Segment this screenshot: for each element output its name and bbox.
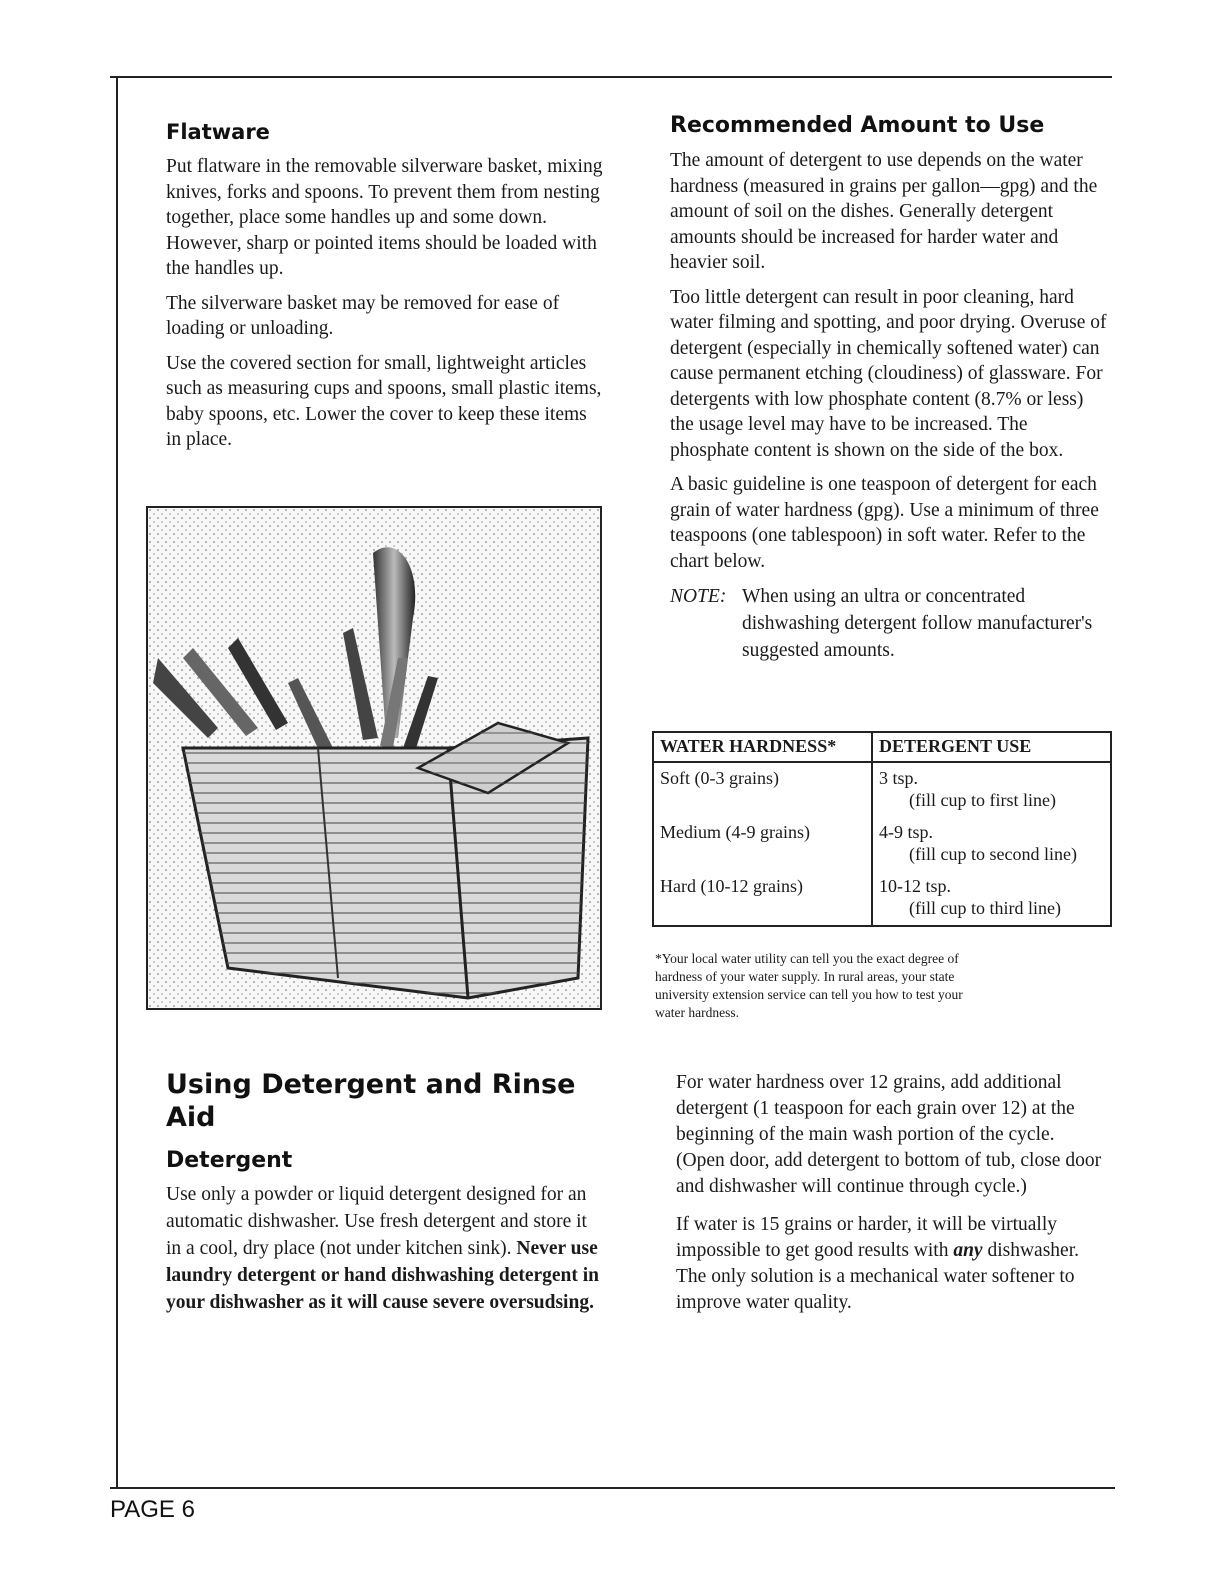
- flatware-heading: Flatware: [166, 120, 270, 144]
- recommended-paragraph-2: Too little detergent can result in poor cleaning, hard water filming and spotting, and poor drying. Overuse of detergent (especially in chemically softened water) can cause permanent etching (cloudiness) of glassware. For detergents with low phosphate content (8.7% or less) the usage level may have to be increased. The phosphate content is shown on the side of the box.: [670, 286, 1107, 461]
- flatware-paragraph-3: Use the covered section for small, lightweight articles such as measuring cups and spoons, small plastic items, baby spoons, etc. Lower the cover to keep these items in place.: [166, 352, 602, 450]
- fill-instruction: (fill cup to third line): [909, 898, 1061, 918]
- silverware-basket-photo: [146, 506, 602, 1010]
- note: [670, 583, 1110, 664]
- footnote-line-3: university extension service can tell you how to test your: [655, 987, 963, 1002]
- detergent-amount: 10-12 tsp.: [879, 876, 951, 896]
- flatware-paragraph-1: Put flatware in the removable silverware basket, mixing knives, forks and spoons. To prevent them from nesting together, place some handles up and some down. However, sharp or pointed items should be loaded with the handles up.: [166, 156, 603, 279]
- table-row: [653, 871, 1111, 926]
- table-header-row: [653, 732, 1111, 762]
- emphasis-any: any: [953, 1240, 983, 1261]
- using-detergent-heading: Using Detergent and Rinse Aid: [166, 1069, 576, 1133]
- note-label: NOTE:: [670, 586, 727, 607]
- hardness-cell: Hard (10-12 grains): [653, 871, 872, 926]
- over-12-section: [676, 1070, 1106, 1325]
- recommended-heading: Recommended Amount to Use: [670, 113, 1045, 138]
- water-hardness-table: [652, 731, 1112, 927]
- hardness-15-text-end: dishwasher. The only solution is a mechanical water softener to improve water quality.: [676, 1240, 1079, 1313]
- header-water-hardness: WATER HARDNESS*: [653, 732, 872, 762]
- hardness-cell: Medium (4-9 grains): [653, 817, 872, 871]
- left-rule: [116, 76, 118, 1488]
- detergent-cell: [872, 817, 1111, 871]
- flatware-section: [166, 120, 606, 462]
- detergent-amount: 3 tsp.: [879, 768, 919, 788]
- over-12-paragraph: For water hardness over 12 grains, add additional detergent (1 teaspoon for each grain over 12) at the beginning of the main wash portion of the cycle. (Open door, add detergent to bottom of tub, close door and dishwasher will continue through cycle.): [676, 1072, 1102, 1197]
- footnote-line-1: *Your local water utility can tell you the exact degree of: [655, 951, 959, 966]
- footnote-line-2: hardness of your water supply. In rural areas, your state: [655, 969, 955, 984]
- using-detergent-section: [166, 1068, 606, 1325]
- detergent-amount: 4-9 tsp.: [879, 822, 933, 842]
- detergent-paragraph: [166, 1181, 606, 1316]
- bottom-rule: [110, 1487, 1115, 1489]
- detergent-cell: [872, 871, 1111, 926]
- hardness-15-text-start: If water is 15 grains or harder, it will be virtually impossible to get good results with: [676, 1214, 1057, 1261]
- detergent-subheading: Detergent: [166, 1148, 293, 1173]
- note-text: When using an ultra or concentrated dishwashing detergent follow manufacturer's suggested amounts.: [742, 586, 1093, 661]
- top-rule: [110, 76, 1112, 78]
- flatware-paragraph-2: The silverware basket may be removed for ease of loading or unloading.: [166, 292, 560, 339]
- recommended-paragraph-1: The amount of detergent to use depends on the water hardness (measured in grains per gallon—gpg) and the amount of soil on the dishes. Generally detergent amounts should be increased for harder water and heavier soil.: [670, 150, 1098, 273]
- table-row: [653, 817, 1111, 871]
- table-row: [653, 762, 1111, 817]
- table-footnote: [655, 950, 1095, 1022]
- footnote-line-4: water hardness.: [655, 1005, 739, 1020]
- header-detergent-use: DETERGENT USE: [872, 732, 1111, 762]
- page-number: PAGE 6: [110, 1496, 195, 1523]
- recommended-paragraph-3: A basic guideline is one teaspoon of detergent for each grain of water hardness (gpg). Use a minimum of three teaspoons (one tablespoon) in soft water. Refer to the chart below.: [670, 474, 1099, 572]
- fill-instruction: (fill cup to second line): [909, 844, 1077, 864]
- detergent-warning: Never use laundry detergent or hand dishwashing detergent in your dishwasher as it will cause severe oversudsing.: [166, 1238, 600, 1313]
- silverware-basket-illustration: [148, 508, 600, 1008]
- fill-instruction: (fill cup to first line): [909, 790, 1056, 810]
- hardness-cell: Soft (0-3 grains): [653, 762, 872, 817]
- detergent-cell: [872, 762, 1111, 817]
- recommended-section: [670, 113, 1110, 664]
- detergent-paragraph-text: Use only a powder or liquid detergent designed for an automatic dishwasher. Use fresh detergent and store it in a cool, dry place (not under kitchen sink).: [166, 1184, 587, 1259]
- hardness-15-paragraph: [676, 1212, 1106, 1316]
